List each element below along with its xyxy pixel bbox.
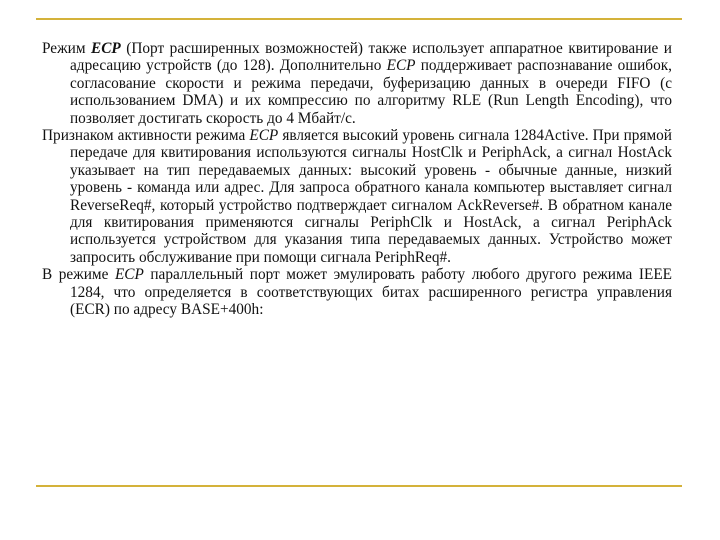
paragraph-2 bbox=[42, 127, 672, 266]
text-segment: является высокий уровень сигнала 1284Active. При прямой передаче для квитирования используются сигналы HostClk и PeriphAck, а сигнал HostAck указывает на тип передаваемых данных: высокий уровень - обычные данные, низкий уровень - команда или адрес. Для запроса обратного канала компьютер выставляет сигнал ReverseReq#, который устройство подтверждает сигналом AckReverse#. В обратном канале для квитирования применяются сигналы PeriphClk и HostAck, а сигнал PeriphAck используется устройством для указания типа передаваемых данных. Устройство может запросить обслуживание при помощи сигнала PeriphReq#. bbox=[70, 127, 672, 266]
top-divider bbox=[36, 18, 682, 20]
ecp-term: ECP bbox=[114, 266, 144, 284]
paragraph-3 bbox=[42, 266, 672, 318]
ecp-term: ECP bbox=[249, 127, 279, 145]
paragraph-1 bbox=[42, 40, 672, 127]
bottom-divider bbox=[36, 485, 682, 487]
text-segment: поддерживает распознавание ошибок, согласование скорости и режима передачи, буферизацию данных в очереди FIFO (с использованием DMA) и их компрессию по алгоритму RLE (Run Length Encoding), что позволяет достигать скорость до 4 Мбайт/с. bbox=[70, 57, 672, 127]
text-segment: параллельный порт может эмулировать работу любого другого режима IEEE 1284, что определяется в соответствующих битах расширенного регистра управления (ECR) по адресу BASE+400h: bbox=[70, 266, 673, 319]
ecp-term: ECP bbox=[91, 40, 121, 57]
text-segment: (Порт расширенных возможностей) также использует аппаратное квитирование и адресацию устройств (до 128). Дополнительно bbox=[70, 40, 672, 75]
text-segment: Признаком активности режима bbox=[42, 127, 250, 145]
text-segment: В режиме bbox=[42, 266, 115, 284]
text-segment: Режим bbox=[42, 40, 92, 57]
ecp-term: ECP bbox=[386, 57, 416, 75]
document-body bbox=[42, 40, 672, 319]
